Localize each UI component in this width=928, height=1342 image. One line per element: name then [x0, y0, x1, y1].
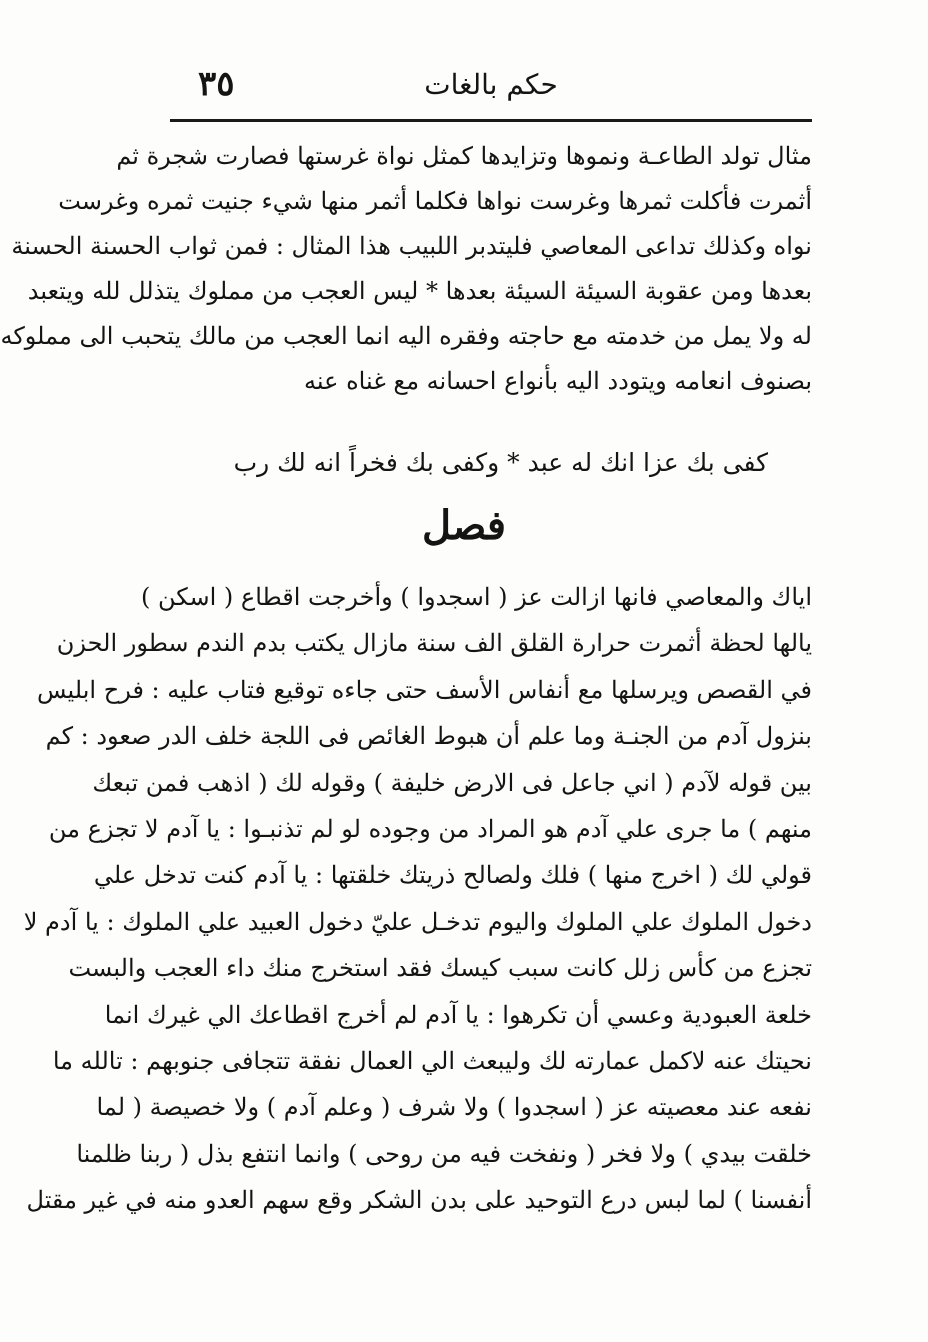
- text-line: دخول الملوك علي الملوك واليوم تدخـل عليّ دخول العبيد علي الملوك : يا آدم لا: [23, 907, 812, 936]
- text-line: أثمرت فأكلت ثمرها وغرست نواها فكلما أثمر منها شيء جنيت ثمره وغرست: [58, 187, 812, 215]
- text-line: منهم ) ما جرى علي آدم هو المراد من وجوده لو لم تذنبـوا : يا آدم لا تجزع من: [48, 814, 812, 843]
- page-number: ٣٥: [198, 64, 235, 104]
- text-line: في القصص ويرسلها مع أنفاس الأسف حتى جاءه توقيع فتاب عليه : فرح ابليس: [36, 675, 812, 704]
- text-line: يالها لحظة أثمرت حرارة القلق الف سنة مازال يكتب بدم الندم سطور الحزن: [56, 629, 812, 658]
- text-line: بصنوف انعامه ويتودد اليه بأنواع احسانه مع غناه عنه: [304, 367, 812, 395]
- text-line: بين قوله لآدم ( اني جاعل فى الارض خليفة ) وقوله لك ( اذهب فمن تبعك: [92, 768, 812, 797]
- text-line: أنفسنا ) لما لبس درع التوحيد على بدن الشكر وقع سهم العدو منه في غير مقتل: [26, 1186, 812, 1215]
- text-line: تجزع من كأس زلل كانت سبب كيسك فقد استخرج منك داء العجب والبست: [68, 954, 812, 983]
- text-line: نحيتك عنه لاكمل عمارته لك وليبعث الي العمال نفقة تتجافى جنوبهم : تالله ما: [52, 1046, 812, 1075]
- text-line: بعدها ومن عقوبة السيئة السيئة بعدها * ليس العجب من مملوك يتذلل لله ويتعبد: [27, 277, 812, 305]
- paragraph-1: [0, 134, 812, 404]
- verse-line: كفى بك عزا انك له عبد * وكفى بك فخراً انه لك رب: [233, 448, 768, 477]
- text-line: مثال تولد الطاعـة ونموها وتزايدها كمثل نواة غرستها فصارت شجرة ثم: [116, 142, 812, 170]
- text-line: خلعة العبودية وعسي أن تكرهوا : يا آدم لم أخرج اقطاعك الي غيرك انما: [104, 1000, 812, 1029]
- text-line: نواه وكذلك تداعى المعاصي فليتدبر اللبيب هذا المثال : فمن ثواب الحسنة الحسنة: [11, 232, 812, 260]
- section-heading: فصل: [421, 502, 507, 549]
- text-line: خلقت بيدي ) ولا فخر ( ونفخت فيه من روحى ) وانما انتفع بذل ( ربنا ظلمنا: [76, 1139, 812, 1168]
- page-header: [170, 64, 812, 112]
- text-line: اياك والمعاصي فانها ازالت عز ( اسجدوا ) وأخرجت اقطاع ( اسكن ): [141, 583, 812, 611]
- header-rule: [170, 119, 812, 122]
- text-line: له ولا يمل من خدمته مع حاجته وفقره اليه انما العجب من مالك يتحبب الى مملوكه: [0, 322, 812, 350]
- text-line: قولي لك ( اخرج منها ) فلك ولصالح ذريتك خلقتها : يا آدم كنت تدخل علي: [93, 861, 812, 890]
- paragraph-2: [23, 574, 812, 1223]
- text-line: نفعه عند معصيته عز ( اسجدوا ) ولا شرف ( وعلم آدم ) ولا خصيصة ( لما: [96, 1093, 812, 1122]
- text-line: بنزول آدم من الجنـة وما علم أن هبوط الغائص فى اللجة خلف الدر صعود : كم: [45, 722, 812, 751]
- running-title: حكم بالغات: [424, 68, 558, 101]
